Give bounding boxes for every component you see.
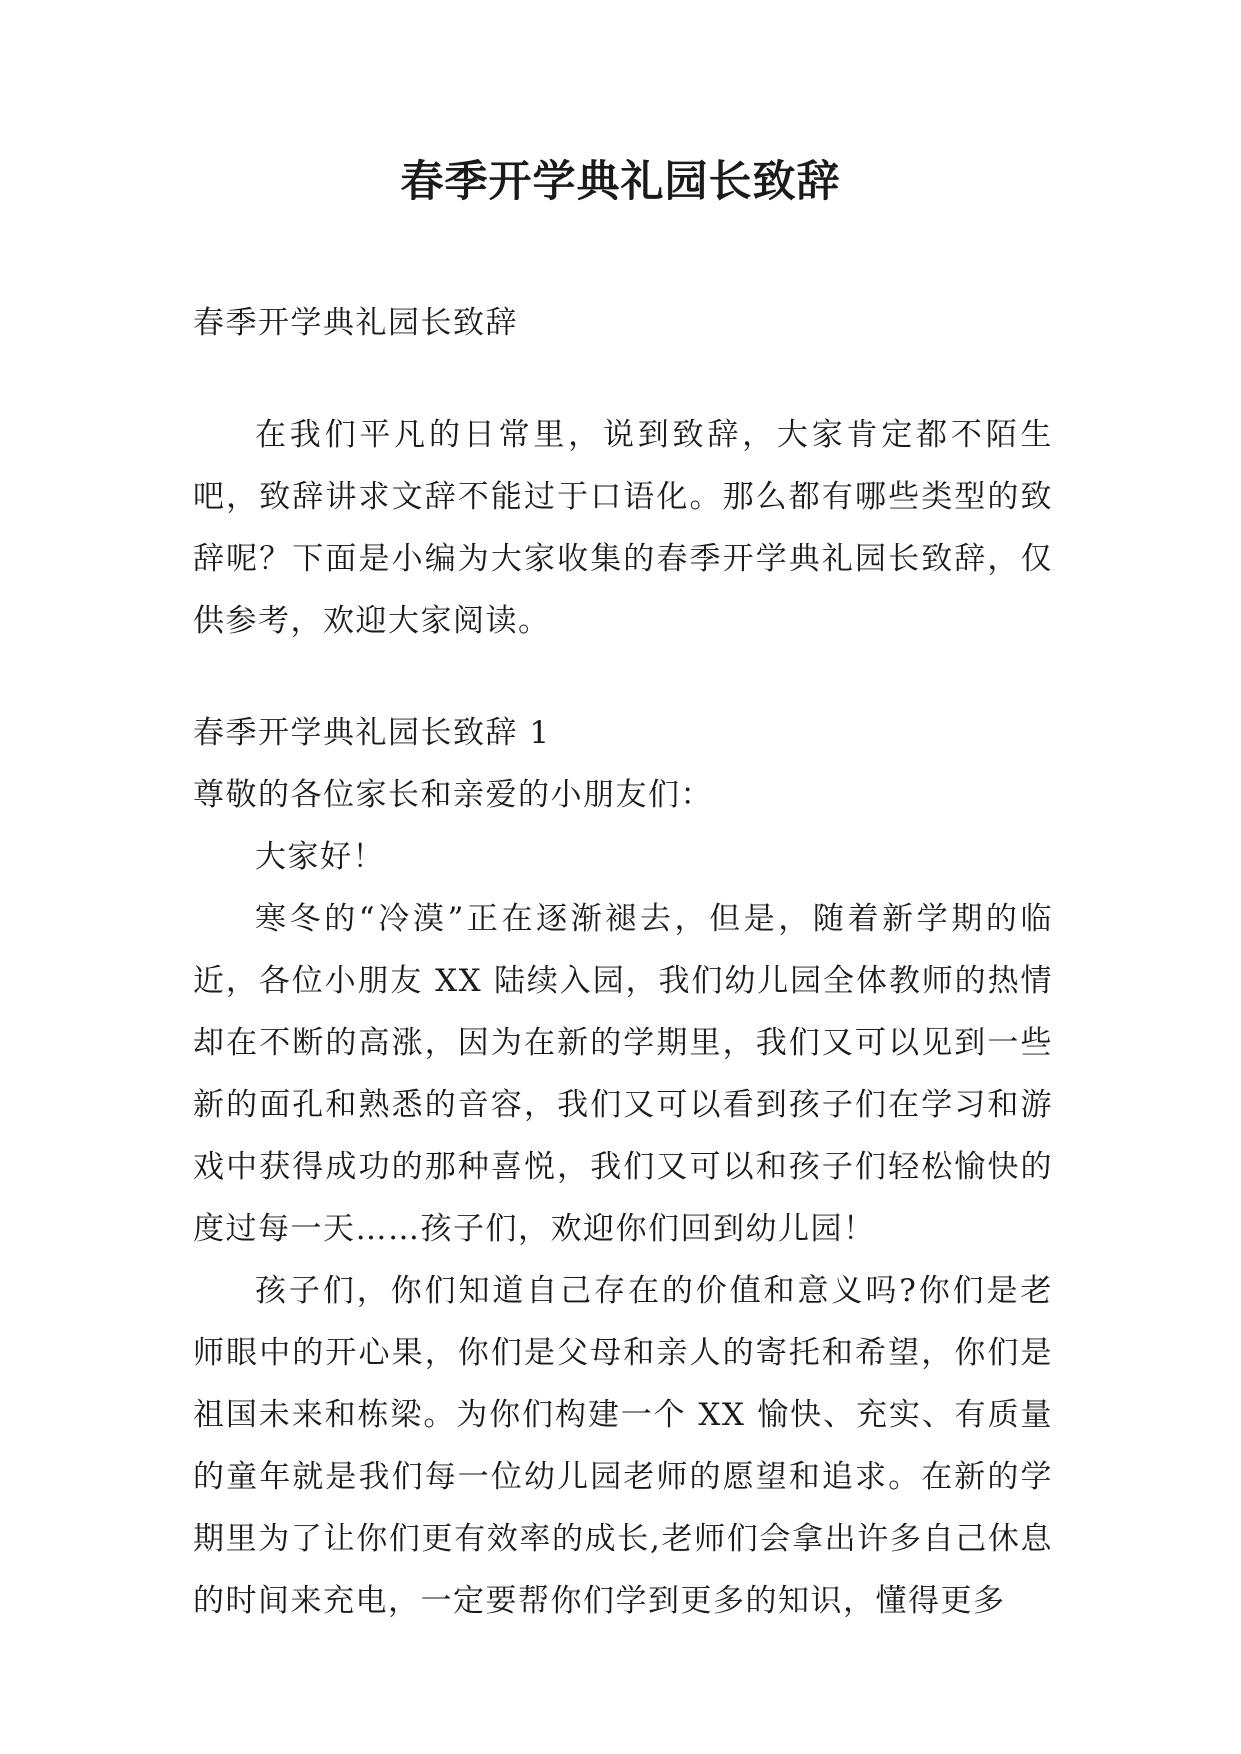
document-body <box>193 292 1053 1632</box>
salutation: 尊敬的各位家长和亲爱的小朋友们： <box>193 777 713 813</box>
body-paragraph: 寒冬的“冷漠”正在逐渐褪去，但是，随着新学期的临近，各位小朋友 XX 陆续入园，我们幼儿园全体教师的热情却在不断的高涨，因为在新的学期里，我们又可以见到一些新的面孔和熟悉的音容，我们又可以看到孩子们在学习和游戏中获得成功的那种喜悦，我们又可以和孩子们轻松愉快的度过每一天……孩子们，欢迎你们回到幼儿园！ <box>193 901 1053 1247</box>
intro-paragraph: 在我们平凡的日常里，说到致辞，大家肯定都不陌生吧，致辞讲求文辞不能过于口语化。那么都有哪些类型的致辞呢？下面是小编为大家收集的春季开学典礼园长致辞，仅供参考，欢迎大家阅读。 <box>193 417 1053 639</box>
section-heading: 春季开学典礼园长致辞 1 <box>193 715 551 751</box>
document-title: 春季开学典礼园长致辞 <box>400 157 841 207</box>
body-paragraph: 孩子们，你们知道自己存在的价值和意义吗?你们是老师眼中的开心果，你们是父母和亲人的寄托和希望，你们是祖国未来和栋梁。为你们构建一个 XX 愉快、充实、有质量的童年就是我们每一位幼儿园老师的愿望和追求。在新的学期里为了让你们更有效率的成长,老师们会拿出许多自己休息的时间来充电，一定要帮你们学到更多的知识，懂得更多 <box>193 1273 1053 1619</box>
document-subtitle: 春季开学典礼园长致辞 <box>193 305 518 341</box>
greeting: 大家好！ <box>255 839 385 875</box>
